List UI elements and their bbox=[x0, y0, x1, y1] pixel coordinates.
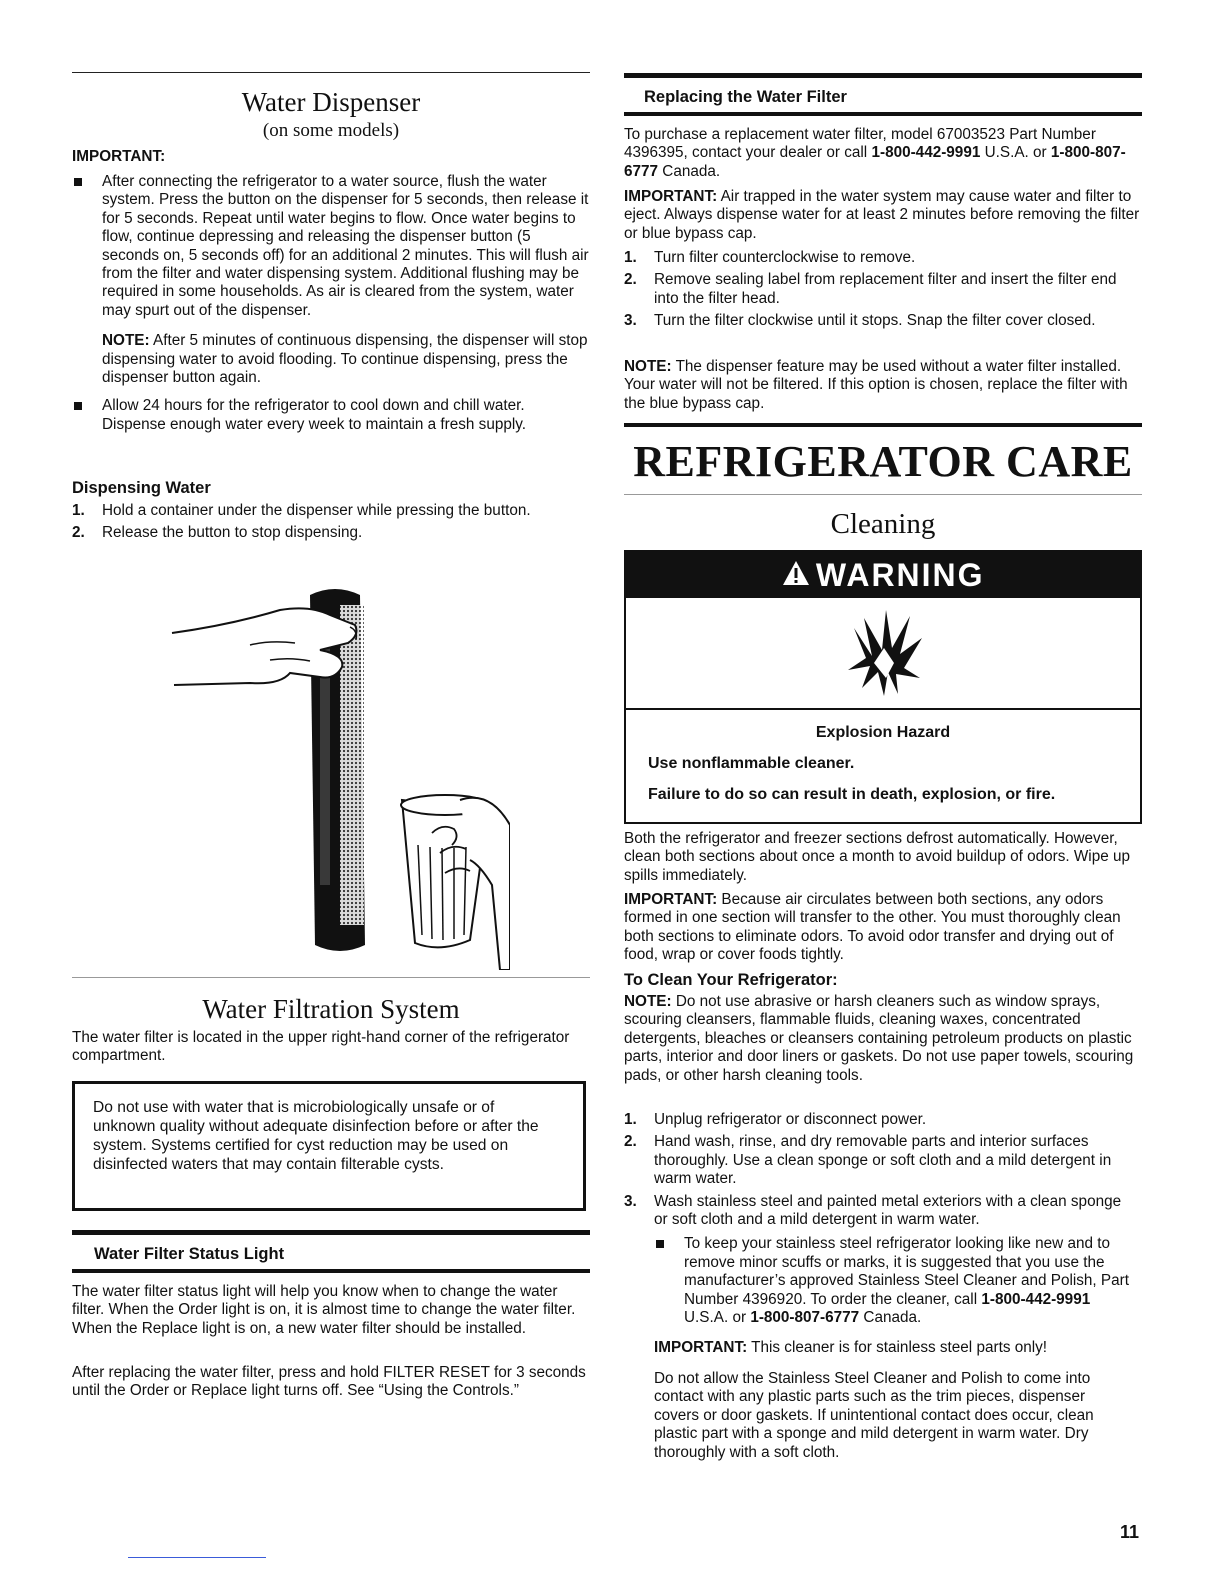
cleaning-step-2: 2. Hand wash, rinse, and dry removable parts and interior surfaces thoroughly. Use a clean sponge or soft cloth and a mild detergent in warm water. bbox=[624, 1133, 1112, 1188]
replacing-paragraph: To purchase a replacement water filter, model 67003523 Part Number 4396395, contact your dealer or call 1-800-442-9991 U.S.A. or 1-800-807-6777 Canada. bbox=[624, 126, 1126, 180]
hazard-line-1: Use nonflammable cleaner. bbox=[648, 755, 855, 772]
status-heading-rule-bottom bbox=[72, 1269, 590, 1273]
divider-rule bbox=[72, 977, 590, 978]
replacing-step-1: 1. Turn filter counterclockwise to remove. bbox=[624, 249, 916, 266]
refrigerator-care-title: REFRIGERATOR CARE bbox=[633, 437, 1133, 486]
replacing-rule-top bbox=[624, 73, 1142, 78]
water-filtration-title: Water Filtration System bbox=[202, 994, 460, 1024]
stainless-important: IMPORTANT: This cleaner is for stainless steel parts only! bbox=[654, 1339, 1048, 1357]
replacing-step-2: 2. Remove sealing label from replacement filter and insert the filter end into the filter head. bbox=[624, 271, 1117, 307]
hazard-title: Explosion Hazard bbox=[815, 724, 951, 741]
hazard-line-2: Failure to do so can result in death, explosion, or fire. bbox=[648, 786, 1056, 803]
cleaning-step-3: 3. Wash stainless steel and painted metal exteriors with a clean sponge or soft cloth and a mild detergent in warm water. To keep your stainless steel refrigerator looking like new and to remove minor scuffs or marks, it is suggested that you use the manufacturer’s approved Stainless Steel Cleaner and Polish, Part Number 4396920. To order the cleaner, call 1-800-442-9991 U.S.A. or 1-800-807-6777 Canada. IMPORTANT: This cleaner is for stainless steel parts only! Do not allow the Stainless Steel Cleaner and Polish to come into contact with any plastic parts such as the trim pieces, dispenser covers or door gaskets. If unintentional contact does occur, clean plastic part with a sponge and mild detergent in warm water. Dry thoroughly with a soft cloth. bbox=[624, 1193, 1134, 1462]
replacing-steps bbox=[624, 249, 1124, 335]
care-rule-bottom bbox=[624, 494, 1142, 495]
care-note: NOTE: Do not use abrasive or harsh cleaners such as window sprays, scouring cleansers, flammable fluids, cleaning waxes, concentrated detergents, bleaches or cleansers containing petroleum products on plastic parts, interior and door liners or gaskets. Do not use paper towels, scouring pads, or other harsh cleaning tools. bbox=[624, 993, 1134, 1084]
stainless-final-paragraph: Do not allow the Stainless Steel Cleaner and Polish to come into contact with any plastic parts such as the trim pieces, dispenser covers or door gaskets. If unintentional contact does occur, clean plastic part with a sponge and mild detergent in warm water. Dry thoroughly with a soft cloth. bbox=[654, 1369, 1094, 1461]
warning-symbol-area bbox=[626, 598, 1140, 710]
status-heading-rule-top bbox=[72, 1230, 590, 1235]
water-dispenser-subtitle: (on some models) bbox=[262, 120, 400, 141]
dispensing-water-heading: Dispensing Water bbox=[72, 479, 211, 497]
replacing-step-3: 3. Turn the filter clockwise until it stops. Snap the filter cover closed. bbox=[624, 312, 1096, 330]
care-important: IMPORTANT: Because air circulates between both sections, any odors formed in one section will transfer to the other. You must thoroughly clean both sections to eliminate odors. To avoid odor transfer and drying out of food, wrap or cover foods tightly. bbox=[624, 891, 1121, 964]
dispensing-steps bbox=[72, 502, 552, 547]
square-bullet-icon bbox=[74, 402, 82, 410]
hand-pressing bbox=[172, 608, 356, 685]
replacing-note: NOTE: The dispenser feature may be used without a water filter installed. Your water will not be filtered. If this option is chosen, replace the filter with the blue bypass cap. bbox=[624, 358, 1128, 412]
warning-triangle-icon bbox=[781, 558, 811, 593]
cleaning-steps bbox=[624, 1111, 1134, 1466]
clean-refrigerator-heading: To Clean Your Refrigerator: bbox=[624, 971, 838, 989]
filtration-notice-text: Do not use with water that is microbiologically unsafe or of unknown quality without adequate disinfection before or after the system. Systems certified for cyst reduction may be used on disinfected waters that may contain filterable cysts. bbox=[93, 1099, 539, 1173]
stainless-sub-bullets bbox=[654, 1235, 1134, 1327]
status-paragraph-1: The water filter status light will help you know when to change the water filter. When the Order light is on, it is almost time to change the water filter. When the Replace light is on, a new water filter should be installed. bbox=[72, 1283, 576, 1337]
dispensing-step-1: 1. Hold a container under the dispenser while pressing the button. bbox=[72, 502, 531, 519]
square-bullet-icon bbox=[656, 1240, 664, 1248]
cleaning-step-1: 1. Unplug refrigerator or disconnect power. bbox=[624, 1111, 927, 1128]
dispenser-bullets bbox=[72, 173, 590, 434]
replacing-important: IMPORTANT: Air trapped in the water system may cause water and filter to eject. Always dispense water for at least 2 minutes before removing the filter or blue bypass cap. bbox=[624, 188, 1140, 242]
filter-status-heading: Water Filter Status Light bbox=[94, 1245, 285, 1263]
filtration-intro: The water filter is located in the upper right-hand corner of the refrigerator compartment. bbox=[72, 1029, 570, 1065]
status-paragraph-2: After replacing the water filter, press and hold FILTER RESET for 3 seconds until the Order or Replace light turns off. See “Using the Controls.” bbox=[72, 1364, 586, 1400]
dispenser-illustration bbox=[170, 585, 510, 970]
important-label: IMPORTANT: bbox=[72, 148, 166, 165]
bullet-flush: After connecting the refrigerator to a water source, flush the water system. Press the button on the dispenser for 5 seconds, then release it for 5 seconds. Repeat until water begins to flow. Once water begins to flow, continue depressing and releasing the dispenser button (5 seconds on, 5 seconds off) for an additional 2 minutes. This will flush air from the filter and water dispensing system. Additional flushing may be required in some households. As air is cleared from the system, water may spurt out of the dispenser. NOTE: After 5 minutes of continuous dispensing, the dispenser will stop dispensing water to avoid flooding. To continue dispensing, press the dispenser button again. bbox=[72, 173, 590, 387]
care-paragraph-1: Both the refrigerator and freezer sections defrost automatically. However, clean both sections about once a month to avoid buildup of odors. Wipe up spills immediately. bbox=[624, 830, 1130, 884]
page-number: 11 bbox=[1120, 1522, 1140, 1542]
water-dispenser-title: Water Dispenser bbox=[241, 87, 421, 117]
warning-label: WARNING bbox=[815, 557, 985, 593]
square-bullet-icon bbox=[74, 178, 82, 186]
footer-rule bbox=[128, 1557, 266, 1558]
top-rule bbox=[72, 72, 590, 73]
cleaning-title: Cleaning bbox=[830, 508, 936, 540]
care-rule-top bbox=[624, 423, 1142, 427]
bullet-allow-24: Allow 24 hours for the refrigerator to cool down and chill water. Dispense enough water every week to maintain a fresh supply. bbox=[72, 397, 590, 434]
explosion-icon bbox=[844, 608, 926, 698]
replacing-rule-bottom bbox=[624, 112, 1142, 116]
filtration-notice-box bbox=[72, 1081, 586, 1211]
replacing-filter-heading: Replacing the Water Filter bbox=[644, 88, 847, 106]
stainless-sub-bullet: To keep your stainless steel refrigerator looking like new and to remove minor scuffs or marks, it is suggested that you use the manufacturer’s approved Stainless Steel Cleaner and Polish, Part Number 4396920. To order the cleaner, call 1-800-442-9991 U.S.A. or 1-800-807-6777 Canada. bbox=[654, 1235, 1134, 1327]
warning-banner bbox=[626, 552, 1140, 598]
dispenser-note: NOTE: After 5 minutes of continuous dispensing, the dispenser will stop dispensing water to avoid flooding. To continue dispensing, press the dispenser button again. bbox=[102, 332, 588, 387]
dispensing-step-2: 2. Release the button to stop dispensing. bbox=[72, 524, 363, 542]
warning-box bbox=[624, 550, 1142, 824]
